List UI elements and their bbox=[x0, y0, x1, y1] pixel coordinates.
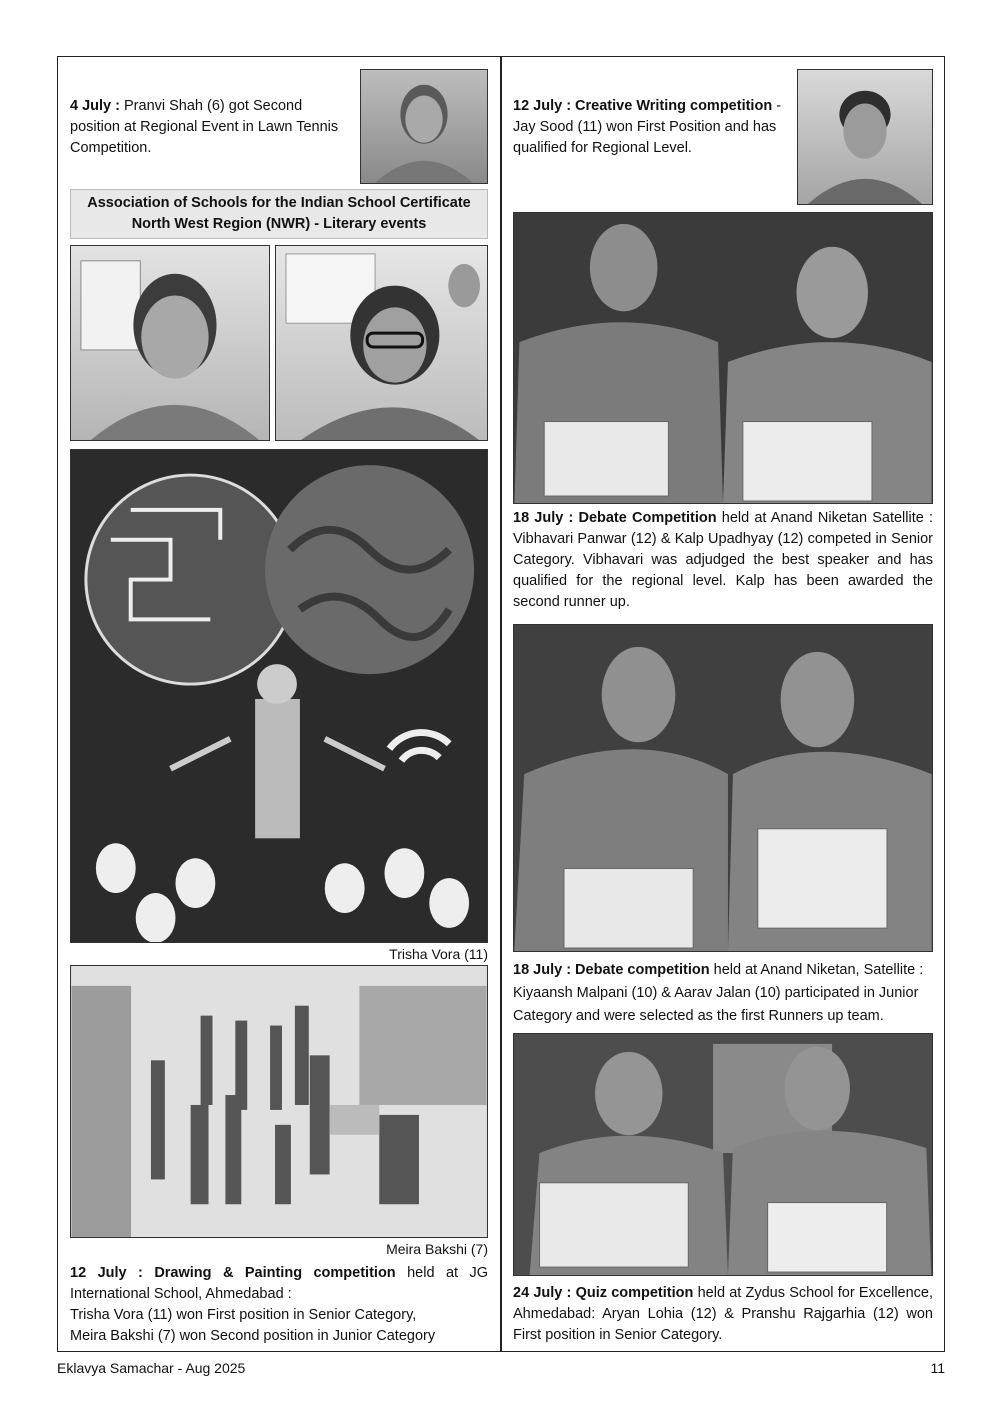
column-divider bbox=[500, 56, 502, 1352]
drawing-painting-item bbox=[70, 1263, 488, 1305]
item-text: held at Anand Niketan Satellite : Vibhavari Panwar (12) & Kalp Upadhyay (12) competed in Senior Category. Vibhavari was adjudged the best speaker and has qualified for the regional level. Kalp has been awarded the second runner up. bbox=[513, 510, 934, 610]
drawing-result-line-1: Trisha Vora (11) won First position in Senior Category, bbox=[70, 1307, 417, 1323]
banner-line-2: North West Region (NWR) - Literary events bbox=[131, 216, 427, 232]
creative-writing-item bbox=[513, 96, 788, 159]
publication-footer: Eklavya Samachar - Aug 2025 bbox=[57, 1360, 246, 1376]
item-text: - Jay Sood (11) won First Position and has qualified for Regional Level. bbox=[513, 98, 782, 156]
caption-trisha-vora: Trisha Vora (11) bbox=[389, 946, 488, 962]
banner-line-1: Association of Schools for the Indian School Certificate bbox=[87, 195, 471, 211]
photo-debate-senior bbox=[513, 212, 933, 504]
item-text: Pranvi Shah (6) got Second position at Regional Event in Lawn Tennis Competition. bbox=[70, 98, 339, 156]
item-text: held at Zydus School for Excellence, Ahmedabad: Aryan Lohia (12) & Pranshu Rajgarhia (12) won First position in Senior Category. bbox=[513, 1285, 934, 1343]
item-date: 4 July : bbox=[70, 98, 120, 114]
item-title: 18 July : Debate competition bbox=[513, 962, 710, 978]
item-text: held at JG International School, Ahmedabad : bbox=[70, 1265, 489, 1302]
drawing-result-line-2: Meira Bakshi (7) won Second position in Junior Category bbox=[70, 1328, 436, 1344]
debate-senior-item bbox=[513, 508, 933, 613]
pranvi-shah-item bbox=[70, 96, 340, 159]
quiz-item bbox=[513, 1283, 933, 1346]
student-photo-left-2 bbox=[275, 245, 488, 441]
photo-debate-junior bbox=[513, 624, 933, 952]
item-title: 18 July : Debate Competition bbox=[513, 510, 717, 526]
artwork-trisha-vora bbox=[70, 449, 488, 943]
item-date: 12 July : bbox=[70, 1265, 143, 1281]
student-photo-left-1 bbox=[70, 245, 270, 441]
portrait-photo-jay-sood bbox=[797, 69, 933, 205]
item-text: held at Anand Niketan, Satellite : Kiyaansh Malpani (10) & Aarav Jalan (10) participated in Junior Category and were selected as the first Runners up team. bbox=[513, 962, 924, 1024]
artwork-meira-bakshi bbox=[70, 965, 488, 1238]
item-title: 24 July : Quiz competition bbox=[513, 1285, 694, 1301]
item-title: 12 July : Creative Writing competition bbox=[513, 98, 773, 114]
debate-junior-item bbox=[513, 959, 933, 1028]
portrait-photo-pranvi bbox=[360, 69, 488, 184]
aisc-banner bbox=[70, 189, 488, 239]
caption-meira-bakshi: Meira Bakshi (7) bbox=[386, 1241, 488, 1257]
photo-quiz bbox=[513, 1033, 933, 1276]
page-number: 11 bbox=[930, 1360, 945, 1376]
item-title: Drawing & Painting competition bbox=[154, 1265, 396, 1281]
